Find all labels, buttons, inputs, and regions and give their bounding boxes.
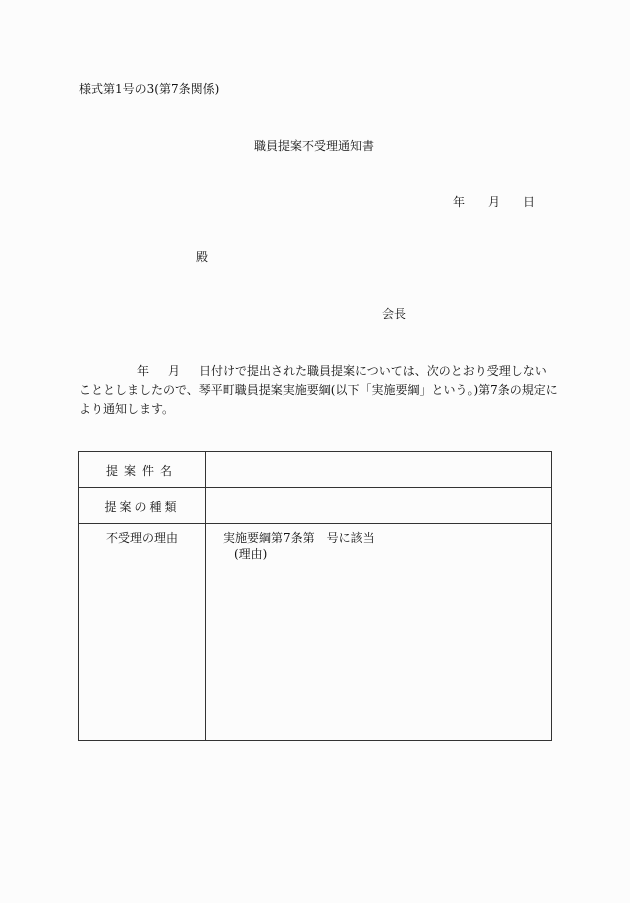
rejection-rule-text: 実施要綱第7条第 号に該当 (223, 531, 375, 545)
rejection-reason-label: 不受理の理由 (105, 531, 178, 545)
body-year-label: 年 (137, 364, 150, 378)
form-number: 様式第1号の3(第7条関係) (79, 82, 220, 96)
proposal-info-table (78, 451, 552, 741)
body-line-3: より通知します。 (79, 402, 175, 416)
date-day-label: 日 (523, 195, 536, 209)
body-line-1-text: 日付けで提出された職員提案については、次のとおり受理しない (199, 364, 547, 378)
addressee-suffix: 殿 (196, 250, 209, 264)
proposal-type-label: 提案の種類 (104, 500, 180, 514)
body-month-label: 月 (168, 364, 181, 378)
body-line-2: こととしましたので、琴平町職員提案実施要綱(以下「実施要綱」という。)第7条の規定に (79, 383, 558, 397)
date-year-label: 年 (453, 195, 466, 209)
body-line-1 (79, 362, 547, 379)
date-month-label: 月 (488, 195, 501, 209)
proposal-title-label: 提案件名 (105, 464, 178, 478)
document-title: 職員提案不受理通知書 (254, 139, 375, 153)
rejection-reason-detail: (理由) (234, 547, 268, 561)
sender-title: 会長 (382, 307, 407, 321)
